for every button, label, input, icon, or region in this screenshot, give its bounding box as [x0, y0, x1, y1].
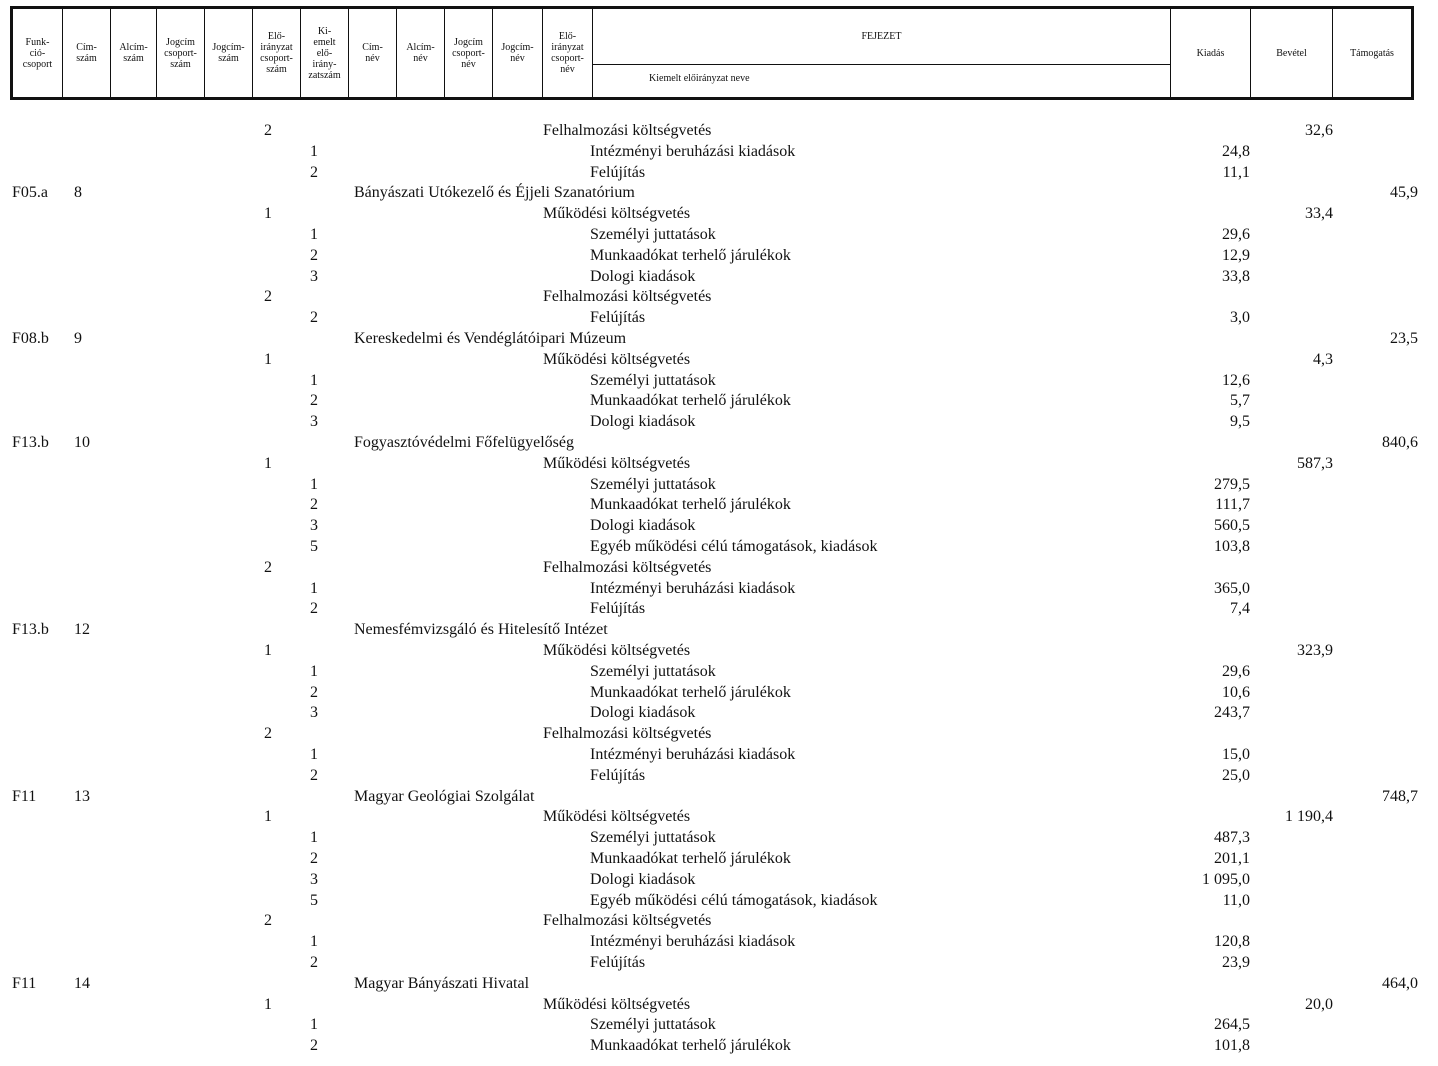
appropriation-name: Munkaadókat terhelő járulékok [590, 683, 791, 701]
bevetel-cell: 587,3 [1297, 454, 1333, 472]
bevetel-cell: 4,3 [1313, 350, 1333, 368]
eloiranyzat-csoport-cell: 1 [264, 205, 272, 223]
header-kiemelt-eloiranyzat-szam: Ki- emelt elő- irány- zatszám [301, 9, 349, 97]
table-row [0, 953, 1438, 975]
table-row [0, 849, 1438, 871]
kiemelt-eloiranyzat-cell: 2 [310, 246, 318, 264]
institution-name: Nemesfémvizsgáló és Hitelesítő Intézet [354, 621, 608, 639]
table-row [0, 246, 1438, 268]
header-funkcio-csoport: Funk- ció- csoport [13, 9, 63, 97]
table-row [0, 475, 1438, 497]
header-cim-szam: Cím- szám [63, 9, 111, 97]
eloiranyzat-csoport-cell: 2 [264, 558, 272, 576]
budget-group-name: Felhalmozási költségvetés [543, 725, 712, 743]
kiemelt-eloiranyzat-cell: 3 [310, 870, 318, 888]
cim-szam-cell: 14 [74, 974, 90, 992]
budget-group-name: Felhalmozási költségvetés [543, 122, 712, 139]
kiemelt-eloiranyzat-cell: 3 [310, 704, 318, 722]
table-row [0, 620, 1438, 642]
header-fejezet: FEJEZET [593, 9, 1170, 65]
appropriation-name: Intézményi beruházási kiadások [590, 746, 796, 763]
header-alcim-szam: Alcím- szám [111, 9, 157, 97]
table-row [0, 371, 1438, 393]
table-row [0, 932, 1438, 954]
institution-name: Magyar Bányászati Hivatal [354, 974, 530, 992]
kiadas-cell: 111,7 [1215, 496, 1250, 514]
kiemelt-eloiranyzat-cell: 5 [310, 538, 318, 555]
appropriation-name: Munkaadókat terhelő járulékok [590, 392, 791, 410]
kiemelt-eloiranyzat-cell: 3 [310, 413, 318, 431]
kiemelt-eloiranyzat-cell: 2 [310, 496, 318, 514]
tamogatas-cell: 23,5 [1390, 330, 1418, 347]
table-row [0, 454, 1438, 476]
appropriation-name: Személyi juttatások [590, 829, 716, 847]
budget-group-name: Működési költségvetés [543, 808, 691, 826]
table-row [0, 870, 1438, 892]
table-row [0, 599, 1438, 621]
appropriation-name: Munkaadókat terhelő járulékok [590, 1037, 791, 1055]
kiadas-cell: 1 095,0 [1202, 870, 1250, 888]
bevetel-cell: 33,4 [1305, 205, 1333, 223]
header-alcim-nev: Alcím- név [397, 9, 445, 97]
cim-szam-cell: 12 [74, 621, 90, 639]
kiadas-cell: 29,6 [1222, 662, 1250, 680]
appropriation-name: Dologi kiadások [590, 517, 696, 535]
appropriation-name: Intézményi beruházási kiadások [590, 579, 796, 597]
appropriation-name: Dologi kiadások [590, 267, 696, 285]
funkcio-csoport-cell: F13.b [12, 434, 49, 451]
table-row [0, 766, 1438, 788]
kiemelt-eloiranyzat-cell: 2 [310, 600, 318, 618]
kiadas-cell: 243,7 [1214, 704, 1250, 722]
kiemelt-eloiranyzat-cell: 2 [310, 309, 318, 327]
tamogatas-cell: 748,7 [1382, 787, 1418, 805]
table-row [0, 787, 1438, 809]
bevetel-cell: 1 190,4 [1285, 808, 1333, 826]
header-jogcim-csoport-nev: Jogcím csoport- név [445, 9, 493, 97]
eloiranyzat-csoport-cell: 1 [264, 808, 272, 826]
table-row [0, 995, 1438, 1017]
eloiranyzat-csoport-cell: 1 [264, 454, 272, 472]
appropriation-name: Személyi juttatások [590, 371, 716, 389]
kiemelt-eloiranyzat-cell: 2 [310, 163, 318, 181]
kiadas-cell: 11,1 [1222, 163, 1250, 181]
kiadas-cell: 11,0 [1222, 891, 1250, 909]
cim-szam-cell: 13 [74, 787, 90, 805]
header-eloiranyzat-csoport-szam: Elő- irányzat csoport- szám [253, 9, 301, 97]
table-row [0, 142, 1438, 164]
kiadas-cell: 24,8 [1222, 142, 1250, 160]
header-kiemelt-eloiranyzat-neve: Kiemelt előirányzat neve [649, 73, 750, 84]
appropriation-name: Dologi kiadások [590, 704, 696, 722]
appropriation-name: Személyi juttatások [590, 662, 716, 680]
kiemelt-eloiranyzat-cell: 2 [310, 850, 318, 867]
institution-name: Fogyasztóvédelmi Főfelügyelőség [354, 434, 574, 451]
appropriation-name: Dologi kiadások [590, 413, 696, 431]
kiadas-cell: 23,9 [1222, 954, 1250, 971]
budget-group-name: Felhalmozási költségvetés [543, 912, 712, 930]
kiadas-cell: 560,5 [1214, 517, 1250, 535]
funkcio-csoport-cell: F13.b [12, 621, 49, 639]
eloiranyzat-csoport-cell: 2 [264, 725, 272, 743]
kiadas-cell: 5,7 [1230, 392, 1250, 410]
appropriation-name: Munkaadókat terhelő járulékok [590, 246, 791, 264]
kiemelt-eloiranyzat-cell: 2 [310, 1037, 318, 1055]
table-row [0, 703, 1438, 725]
tamogatas-cell: 45,9 [1390, 184, 1418, 202]
kiadas-cell: 201,1 [1214, 850, 1250, 867]
eloiranyzat-csoport-cell: 2 [264, 912, 272, 930]
kiemelt-eloiranyzat-cell: 1 [310, 142, 318, 160]
kiemelt-eloiranyzat-cell: 1 [310, 475, 318, 493]
eloiranyzat-csoport-cell: 1 [264, 995, 272, 1013]
table-row [0, 558, 1438, 580]
funkcio-csoport-cell: F11 [12, 787, 37, 805]
kiemelt-eloiranyzat-cell: 3 [310, 517, 318, 535]
header-tamogatas: Támogatás [1350, 47, 1394, 59]
kiadas-cell: 3,0 [1230, 309, 1250, 327]
cim-szam-cell: 10 [74, 434, 90, 451]
table-row [0, 516, 1438, 538]
eloiranyzat-csoport-cell: 1 [264, 350, 272, 368]
table-row [0, 433, 1438, 455]
appropriation-name: Felújítás [590, 600, 646, 618]
budget-group-name: Működési költségvetés [543, 350, 691, 368]
eloiranyzat-csoport-cell: 1 [264, 642, 272, 659]
kiemelt-eloiranyzat-cell: 1 [310, 829, 318, 847]
cim-szam-cell: 8 [74, 184, 82, 202]
table-row [0, 308, 1438, 330]
appropriation-name: Személyi juttatások [590, 226, 716, 243]
budget-group-name: Működési költségvetés [543, 205, 691, 223]
table-row [0, 350, 1438, 372]
kiemelt-eloiranyzat-cell: 2 [310, 683, 318, 701]
kiadas-cell: 101,8 [1214, 1037, 1250, 1055]
appropriation-name: Egyéb működési célú támogatások, kiadások [590, 891, 878, 909]
table-row [0, 537, 1438, 559]
kiadas-cell: 365,0 [1214, 579, 1250, 597]
table-row [0, 1036, 1438, 1058]
table-row [0, 641, 1438, 663]
eloiranyzat-csoport-cell: 2 [264, 122, 272, 139]
budget-group-name: Felhalmozási költségvetés [543, 558, 712, 576]
funkcio-csoport-cell: F05.a [12, 184, 48, 202]
kiadas-cell: 29,6 [1222, 226, 1250, 243]
kiadas-cell: 487,3 [1214, 829, 1250, 847]
table-row [0, 911, 1438, 933]
appropriation-name: Intézményi beruházási kiadások [590, 933, 796, 951]
appropriation-name: Egyéb működési célú támogatások, kiadások [590, 538, 878, 555]
table-row [0, 745, 1438, 767]
header-jogcim-szam: Jogcím- szám [205, 9, 253, 97]
budget-group-name: Működési költségvetés [543, 454, 691, 472]
appropriation-name: Felújítás [590, 954, 646, 971]
kiadas-cell: 25,0 [1222, 766, 1250, 784]
appropriation-name: Munkaadókat terhelő járulékok [590, 496, 791, 514]
kiadas-cell: 12,6 [1222, 371, 1250, 389]
table-row [0, 662, 1438, 684]
table-row [0, 204, 1438, 226]
kiadas-cell: 7,4 [1230, 600, 1250, 618]
bevetel-cell: 323,9 [1297, 642, 1333, 659]
budget-group-name: Felhalmozási költségvetés [543, 288, 712, 306]
header-jogcim-csoport-szam: Jogcím csoport- szám [157, 9, 205, 97]
table-row [0, 828, 1438, 850]
kiemelt-eloiranyzat-cell: 3 [310, 267, 318, 285]
eloiranyzat-csoport-cell: 2 [264, 288, 272, 306]
kiemelt-eloiranyzat-cell: 1 [310, 579, 318, 597]
kiemelt-eloiranyzat-cell: 2 [310, 766, 318, 784]
kiadas-cell: 9,5 [1230, 413, 1250, 431]
appropriation-name: Felújítás [590, 766, 646, 784]
kiadas-cell: 10,6 [1222, 683, 1250, 701]
appropriation-name: Dologi kiadások [590, 870, 696, 888]
bevetel-cell: 20,0 [1305, 995, 1333, 1013]
table-row [0, 807, 1438, 829]
table-row [0, 495, 1438, 517]
table-row [0, 391, 1438, 413]
table-row [0, 683, 1438, 705]
kiadas-cell: 103,8 [1214, 538, 1250, 555]
header-bevetel: Bevétel [1251, 9, 1333, 97]
table-row [0, 891, 1438, 913]
table-row [0, 163, 1438, 185]
header-eloiranyzat-csoport-nev: Elő- irányzat csoport- név [543, 9, 593, 97]
kiemelt-eloiranyzat-cell: 2 [310, 392, 318, 410]
funkcio-csoport-cell: F08.b [12, 330, 49, 347]
table-row [0, 121, 1438, 143]
kiemelt-eloiranyzat-cell: 1 [310, 662, 318, 680]
institution-name: Bányászati Utókezelő és Éjjeli Szanatórium [354, 184, 635, 202]
kiadas-cell: 12,9 [1222, 246, 1250, 264]
kiadas-cell: 279,5 [1214, 475, 1250, 493]
header-kiadas: Kiadás [1171, 9, 1251, 97]
kiadas-cell: 264,5 [1214, 1016, 1250, 1034]
kiemelt-eloiranyzat-cell: 1 [310, 933, 318, 951]
kiemelt-eloiranyzat-cell: 5 [310, 891, 318, 909]
kiemelt-eloiranyzat-cell: 1 [310, 226, 318, 243]
table-row [0, 225, 1438, 247]
header-jogcim-nev: Jogcím- név [493, 9, 543, 97]
kiemelt-eloiranyzat-cell: 1 [310, 371, 318, 389]
header-cim-nev: Cím- név [349, 9, 397, 97]
tamogatas-cell: 840,6 [1382, 434, 1418, 451]
kiemelt-eloiranyzat-cell: 1 [310, 746, 318, 763]
table-row [0, 412, 1438, 434]
kiadas-cell: 15,0 [1222, 746, 1250, 763]
appropriation-name: Munkaadókat terhelő járulékok [590, 850, 791, 867]
table-row [0, 329, 1438, 351]
table-row [0, 1015, 1438, 1037]
table-row [0, 287, 1438, 309]
table-row [0, 724, 1438, 746]
kiadas-cell: 33,8 [1222, 267, 1250, 285]
institution-name: Kereskedelmi és Vendéglátóipari Múzeum [354, 330, 627, 347]
appropriation-name: Személyi juttatások [590, 475, 716, 493]
appropriation-name: Felújítás [590, 163, 646, 181]
funkcio-csoport-cell: F11 [12, 974, 37, 992]
header-fejezet-column [593, 9, 1171, 97]
cim-szam-cell: 9 [74, 330, 82, 347]
table-row [0, 183, 1438, 205]
budget-group-name: Működési költségvetés [543, 642, 691, 659]
table-row [0, 267, 1438, 289]
budget-group-name: Működési költségvetés [543, 995, 691, 1013]
bevetel-cell: 32,6 [1305, 122, 1333, 139]
table-row [0, 579, 1438, 601]
appropriation-name: Intézményi beruházási kiadások [590, 142, 796, 160]
kiadas-cell: 120,8 [1214, 933, 1250, 951]
kiemelt-eloiranyzat-cell: 1 [310, 1016, 318, 1034]
institution-name: Magyar Geológiai Szolgálat [354, 787, 535, 805]
kiemelt-eloiranyzat-cell: 2 [310, 954, 318, 971]
table-row [0, 974, 1438, 996]
appropriation-name: Személyi juttatások [590, 1016, 716, 1034]
appropriation-name: Felújítás [590, 309, 646, 327]
table-header [10, 6, 1414, 100]
tamogatas-cell: 464,0 [1382, 974, 1418, 992]
